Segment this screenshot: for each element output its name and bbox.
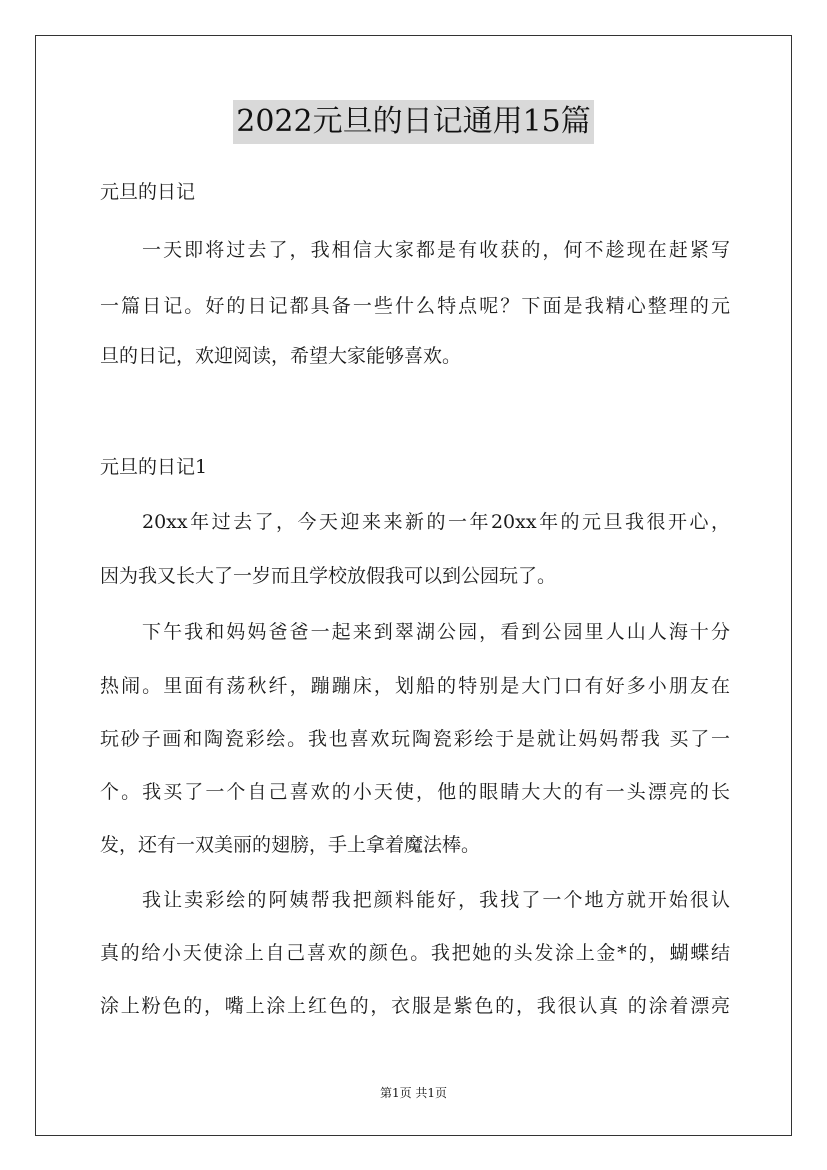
paragraph-line: 下午我和妈妈爸爸一起来到翠湖公园，看到公园里人山人海十分 xyxy=(142,621,730,643)
paragraph-line: 热闹。里面有荡秋纤，蹦蹦床，划船的特别是大门口有好多小朋友在 xyxy=(100,675,730,697)
paragraph-line: 一天即将过去了，我相信大家都是有收获的，何不趁现在赶紧写 xyxy=(142,239,730,261)
page-number-label: 第1页 共1页 xyxy=(379,1086,448,1100)
paragraph-line: 玩砂子画和陶瓷彩绘。我也喜欢玩陶瓷彩绘于是就让妈妈帮我 买了一 xyxy=(100,728,730,750)
document-title: 2022元旦的日记通用15篇 xyxy=(233,100,594,144)
paragraph-line: 发，还有一双美丽的翅膀，手上拿着魔法棒。 xyxy=(100,834,481,856)
paragraph-line: 我让卖彩绘的阿姨帮我把颜料能好，我找了一个地方就开始很认 xyxy=(142,889,730,911)
paragraph-line: 真的给小天使涂上自己喜欢的颜色。我把她的头发涂上金*的，蝴蝶结 xyxy=(100,942,730,964)
section-heading: 元旦的日记1 xyxy=(100,456,208,478)
paragraph-line: 20xx年过去了，今天迎来来新的一年20xx年的元旦我很开心， xyxy=(142,511,730,533)
section-heading: 元旦的日记 xyxy=(100,181,196,203)
paragraph-line: 因为我又长大了一岁而且学校放假我可以到公园玩了。 xyxy=(100,565,557,587)
title-container xyxy=(0,100,827,144)
paragraph-line: 涂上粉色的，嘴上涂上红色的，衣服是紫色的，我很认真 的涂着漂亮 xyxy=(100,995,730,1017)
paragraph-line: 个。我买了一个自己喜欢的小天使，他的眼睛大大的有一头漂亮的长 xyxy=(100,781,730,803)
paragraph-line: 一篇日记。好的日记都具备一些什么特点呢？下面是我精心整理的元 xyxy=(100,295,730,317)
paragraph-line: 旦的日记，欢迎阅读，希望大家能够喜欢。 xyxy=(100,345,462,367)
page-footer xyxy=(0,1084,827,1101)
